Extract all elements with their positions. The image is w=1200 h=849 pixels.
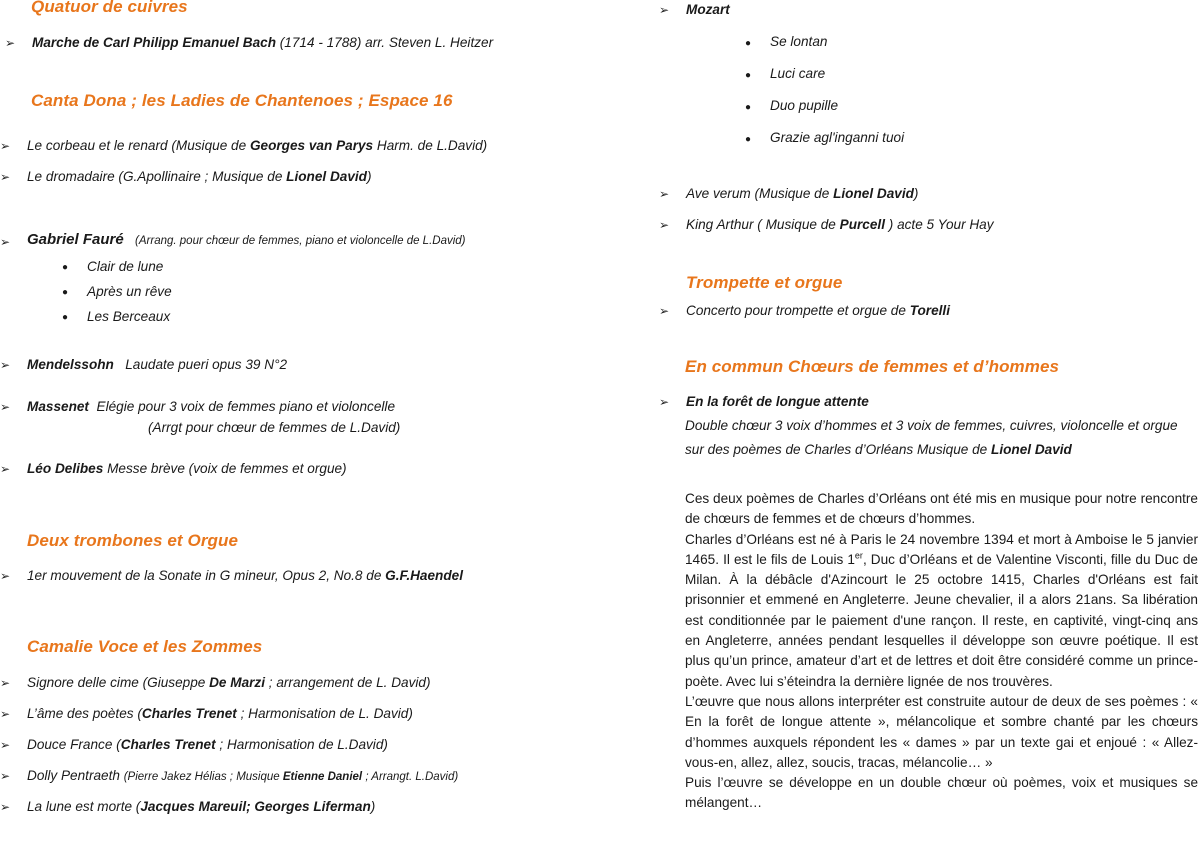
program-item-signore: Signore delle cime (Giuseppe De Marzi ; arrangement de L. David)	[27, 675, 431, 690]
bullet-dot-icon: ●	[62, 312, 69, 323]
section-heading-quatuor: Quatuor de cuivres	[31, 0, 188, 16]
arrow-bullet-icon: ➢	[659, 3, 670, 17]
arrow-bullet-icon: ➢	[659, 395, 670, 409]
faure-item: Clair de lune	[87, 259, 164, 274]
mozart-item: Luci care	[770, 66, 826, 81]
program-item-foret-description: Double chœur 3 voix d’hommes et 3 voix de femmes, cuivres, violoncelle et orgue	[685, 418, 1178, 433]
program-item-foret-poems: sur des poèmes de Charles d’Orléans Musique de Lionel David	[685, 442, 1072, 457]
program-item-foret: En la forêt de longue attente	[686, 394, 869, 409]
section-heading-canta-dona: Canta Dona ; les Ladies de Chantenoes ; Espace 16	[31, 91, 453, 110]
program-item-faure: Gabriel Fauré (Arrang. pour chœur de femmes, piano et violoncelle de L.David)	[27, 231, 466, 248]
program-item-lune: La lune est morte (Jacques Mareuil; Georges Liferman)	[27, 799, 376, 814]
description-paragraph: Ces deux poèmes de Charles d’Orléans ont été mis en musique pour notre rencontre de chœurs de femmes et de chœurs d’hommes.	[685, 491, 1198, 527]
program-item-bach: Marche de Carl Philipp Emanuel Bach (1714 - 1788) arr. Steven L. Heitzer	[32, 35, 494, 50]
program-item-king-arthur: King Arthur ( Musique de Purcell ) acte 5 Your Hay	[686, 217, 994, 232]
program-item-mozart: Mozart	[686, 2, 730, 17]
arrow-bullet-icon: ➢	[0, 400, 11, 414]
description-paragraph: Charles d’Orléans est né à Paris le 24 novembre 1394 et mort à Amboise le 5 janvier 1465. Il est le fils de Louis 1er, Duc d’Orléans et de Valentine Visconti, fille du Duc de Milan. À la débâcle d'Azincourt le 25 octobre 1415, Charles d'Orléans est fait prisonnier et emmené en Angleterre. Jeune chevalier, il a alors 21ans. Sa libération est conditionnée par le paiement d'une rançon. Il reste, en captivité, vingt-cinq ans en Angleterre, années pendant lesquelles il développe son œuvre poétique. Il est plus qu’un prince, amateur d’art et de lettres et doit être considéré comme un prince-poète. Avec lui s’éteindra la dernière lignée de nos trouvères.	[685, 531, 1198, 689]
bullet-dot-icon: ●	[62, 287, 69, 298]
program-item-douce-france: Douce France (Charles Trenet ; Harmonisation de L.David)	[27, 737, 388, 752]
program-item-corbeau: Le corbeau et le renard (Musique de Georges van Parys Harm. de L.David)	[27, 138, 488, 153]
bullet-dot-icon: ●	[745, 70, 752, 81]
faure-item: Après un rêve	[87, 284, 172, 299]
program-item-delibes: Léo Delibes Messe brève (voix de femmes et orgue)	[27, 461, 347, 476]
description-paragraph: L’œuvre que nous allons interpréter est construite autour de deux de ses poèmes : « En la forêt de longue attente », mélancolique et sombre chanté par les chœurs d’hommes auxquels répondent les « dames » par un texte gai et enjoué : « Allez-vous-en, allez, allez, soucis, tracas, mélancolie… »	[685, 693, 1198, 770]
arrow-bullet-icon: ➢	[0, 358, 11, 372]
program-item-dromadaire: Le dromadaire (G.Apollinaire ; Musique de Lionel David)	[27, 169, 372, 184]
mozart-item: Se lontan	[770, 34, 828, 49]
mozart-item: Grazie agl'inganni tuoi	[770, 130, 905, 145]
bullet-dot-icon: ●	[745, 134, 752, 145]
bullet-dot-icon: ●	[745, 38, 752, 49]
section-heading-camalie: Camalie Voce et les Zommes	[27, 637, 263, 656]
program-item-dolly: Dolly Pentraeth (Pierre Jakez Hélias ; Musique Etienne Daniel ; Arrangt. L.David)	[27, 768, 459, 783]
arrow-bullet-icon: ➢	[659, 218, 670, 232]
bullet-dot-icon: ●	[745, 102, 752, 113]
section-heading-trompette: Trompette et orgue	[686, 273, 843, 292]
arrow-bullet-icon: ➢	[0, 707, 11, 721]
program-item-mendelssohn: Mendelssohn Laudate pueri opus 39 N°2	[27, 357, 288, 372]
section-heading-trombones: Deux trombones et Orgue	[27, 531, 239, 550]
arrow-bullet-icon: ➢	[0, 676, 11, 690]
faure-item: Les Berceaux	[87, 309, 171, 324]
arrow-bullet-icon: ➢	[0, 769, 11, 783]
program-item-haendel: 1er mouvement de la Sonate in G mineur, Opus 2, No.8 de G.F.Haendel	[27, 568, 463, 583]
program-item-massenet-arrangement: (Arrgt pour chœur de femmes de L.David)	[148, 420, 401, 435]
arrow-bullet-icon: ➢	[5, 36, 16, 50]
arrow-bullet-icon: ➢	[0, 738, 11, 752]
section-heading-en-commun: En commun Chœurs de femmes et d’hommes	[685, 357, 1060, 376]
mozart-item: Duo pupille	[770, 98, 839, 113]
arrow-bullet-icon: ➢	[0, 139, 11, 153]
program-item-torelli: Concerto pour trompette et orgue de Torelli	[686, 303, 950, 318]
description-text	[685, 489, 1198, 814]
arrow-bullet-icon: ➢	[0, 800, 11, 814]
arrow-bullet-icon: ➢	[659, 187, 670, 201]
arrow-bullet-icon: ➢	[0, 462, 11, 476]
program-item-ave-verum: Ave verum (Musique de Lionel David)	[686, 186, 919, 201]
arrow-bullet-icon: ➢	[0, 235, 11, 249]
arrow-bullet-icon: ➢	[659, 304, 670, 318]
arrow-bullet-icon: ➢	[0, 569, 11, 583]
program-item-massenet: Massenet Elégie pour 3 voix de femmes piano et violoncelle	[27, 399, 396, 414]
description-paragraph: Puis l’œuvre se développe en un double chœur où poèmes, voix et musiques se mélangent…	[685, 775, 1198, 811]
bullet-dot-icon: ●	[62, 262, 69, 273]
arrow-bullet-icon: ➢	[0, 170, 11, 184]
program-item-ame-des-poetes: L’âme des poètes (Charles Trenet ; Harmonisation de L. David)	[27, 706, 413, 721]
